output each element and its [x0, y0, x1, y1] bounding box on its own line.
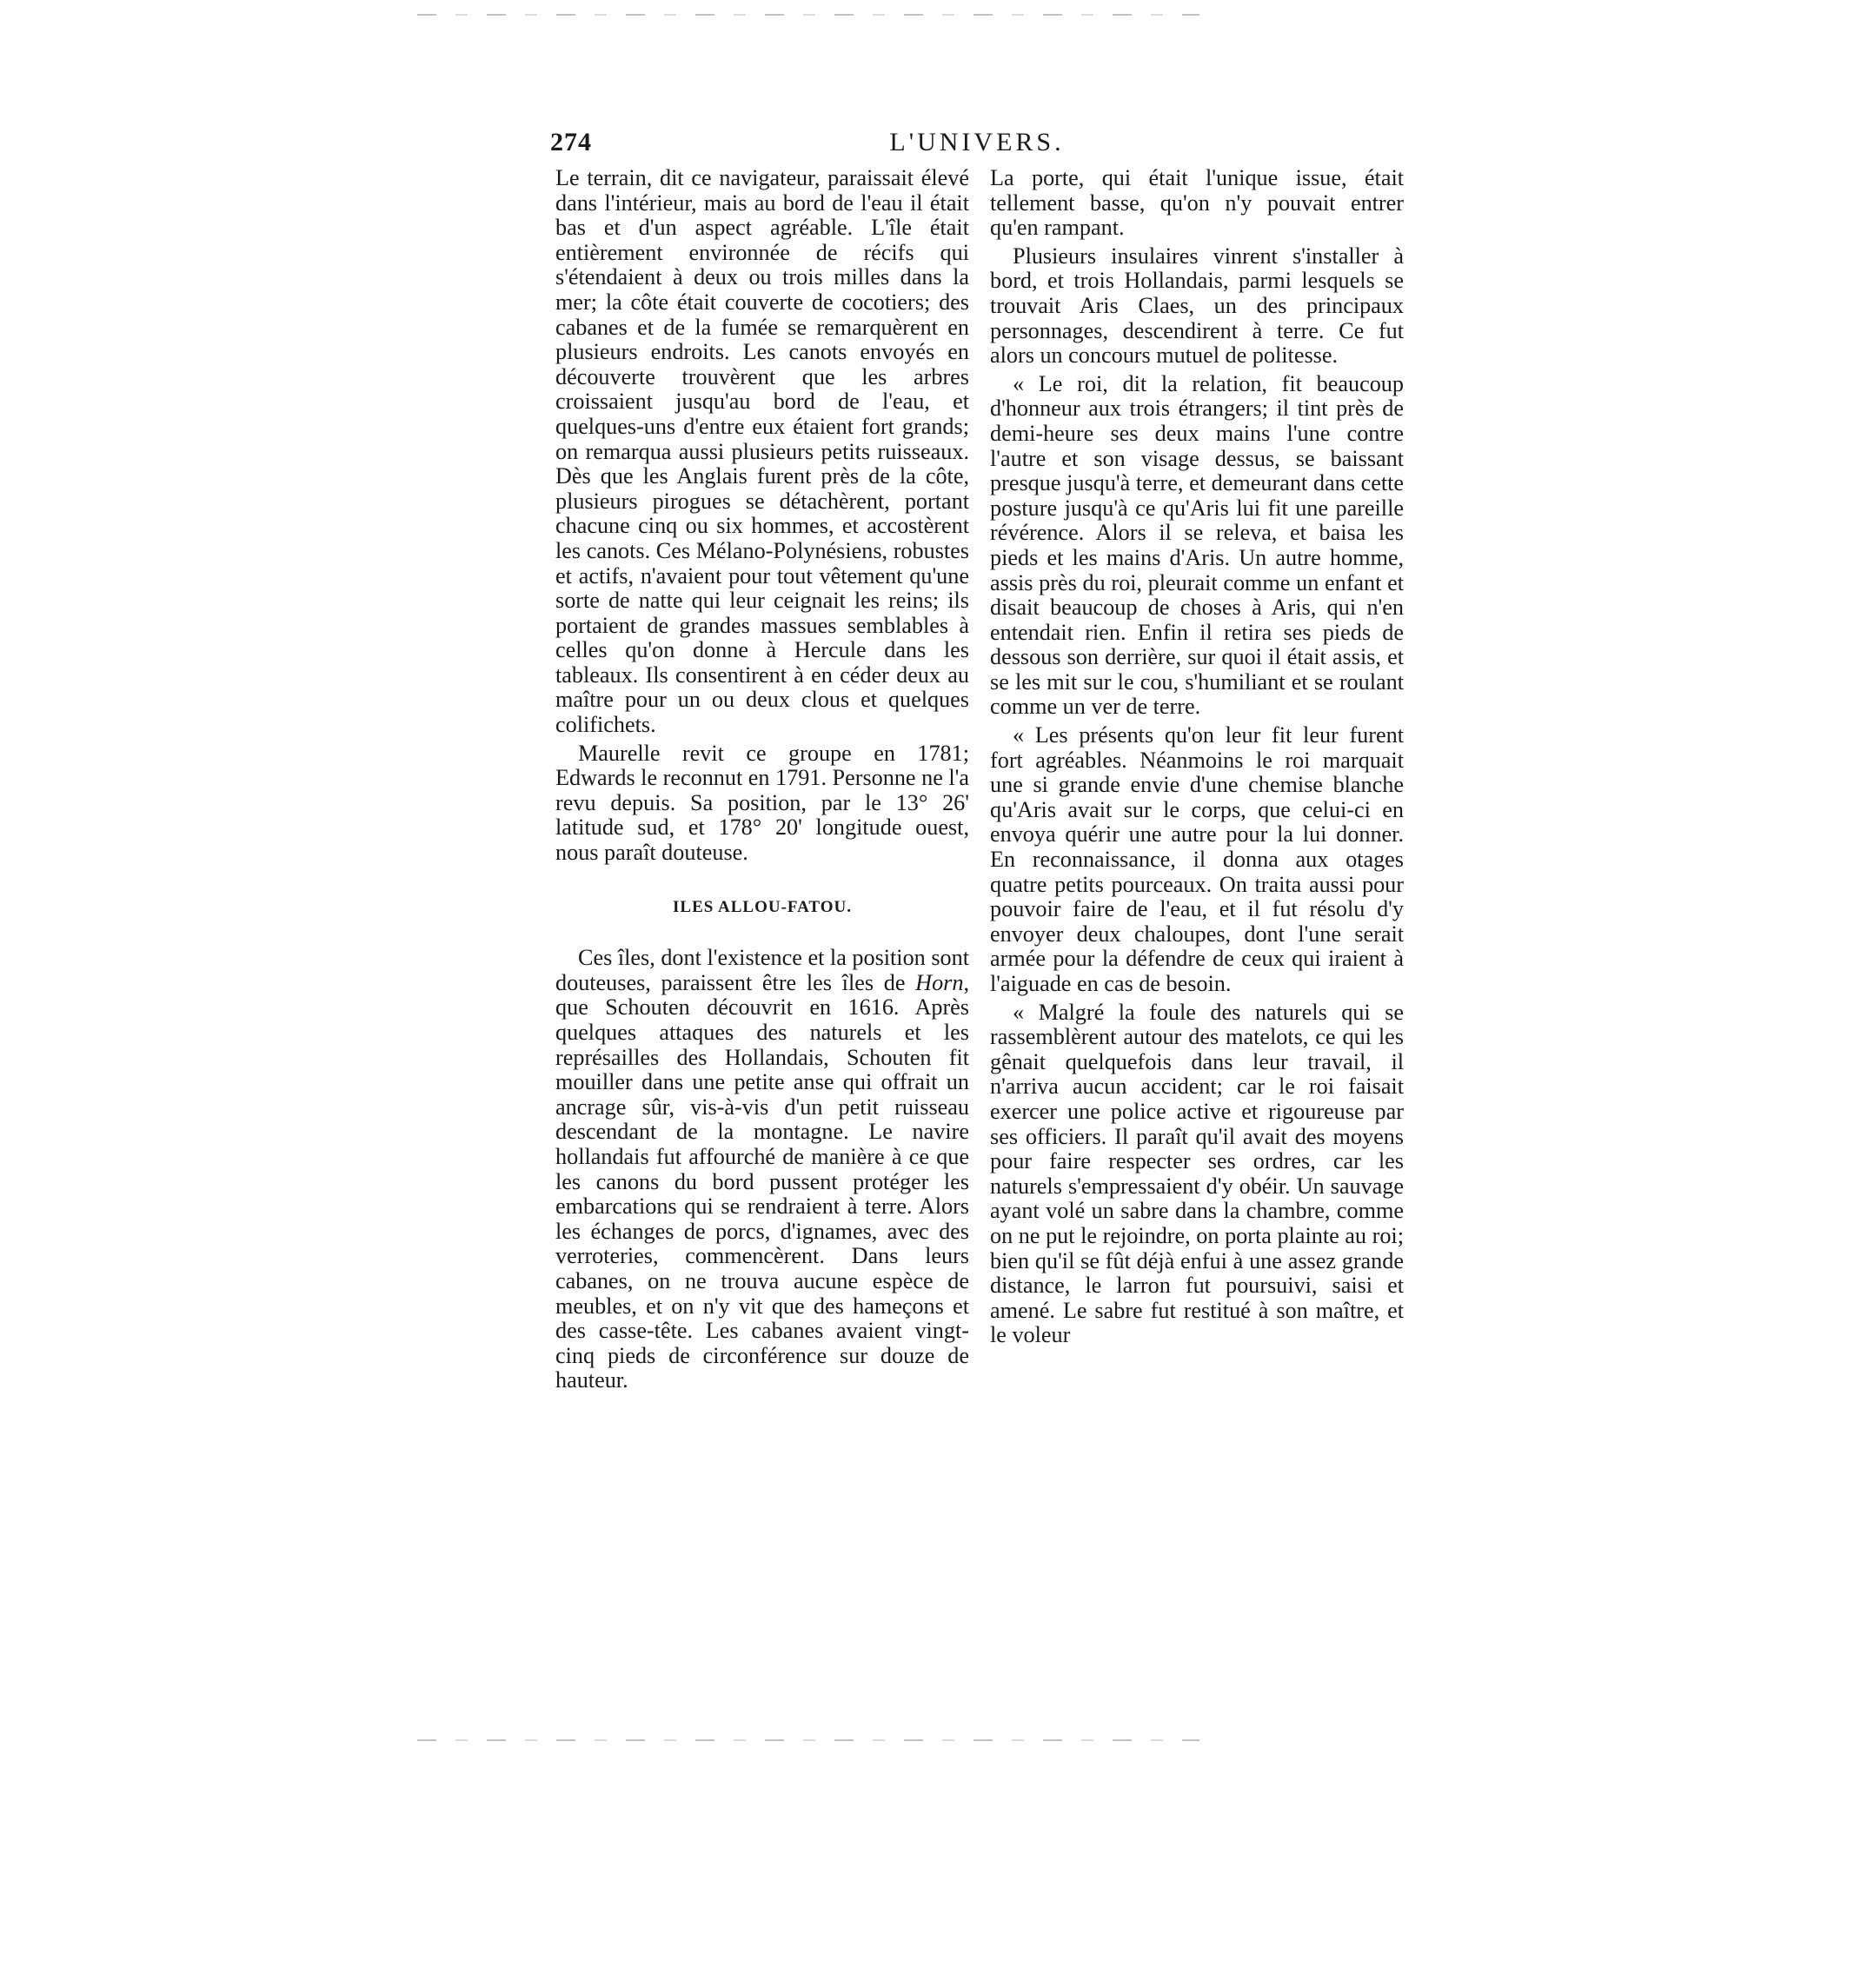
- left-column: [555, 166, 969, 1397]
- italic-place-name: Horn: [915, 969, 964, 995]
- paragraph: La porte, qui était l'unique issue, était tellement basse, qu'on n'y pouvait entrer qu'en rampant.: [990, 165, 1404, 241]
- page-number: 274: [550, 128, 592, 156]
- paragraph: « Le roi, dit la relation, fit beaucoup d'honneur aux trois étrangers; il tint près de demi-heure ses deux mains l'une contre l'autre et son visage dessus, se baissant presque jusqu'à terre, et demeurant dans cette posture jusqu'à ce qu'Aris lui fit une pareille révérence. Alors il se releva, et baisa les pieds et les mains d'Aris. Un autre homme, assis près du roi, pleurait comme un enfant et disait beaucoup de choses à Aris, qui n'en entendait rien. Enfin il retira ses pieds de dessous son derrière, sur quoi il était assis, et se les mit sur le cou, s'humiliant et se roulant comme un ver de terre.: [990, 370, 1404, 720]
- right-column: [990, 166, 1404, 1352]
- paragraph: [555, 946, 969, 1393]
- paragraph: Le terrain, dit ce navigateur, paraissait élevé dans l'intérieur, mais au bord de l'eau il était bas et d'un aspect agréable. L'île était entièrement environnée de récifs qui s'étendaient à deux ou trois milles dans la mer; la côte était couverte de cocotiers; des cabanes et de la fumée se remarquèrent en plusieurs endroits. Les canots envoyés en découverte trouvèrent que les arbres croissaient jusqu'au bord de l'eau, et quelques-uns d'entre eux étaient fort grands; on remarqua aussi plusieurs petits ruisseaux. Dès que les Anglais furent près de la côte, plusieurs pirogues se détachèrent, portant chacune cinq ou six hommes, et accostèrent les canots. Ces Mélano-Polynésiens, robustes et actifs, n'avaient pour tout vêtement qu'une sorte de natte qui leur ceignait les reins; ils portaient de grandes massues semblables à celles qu'on donne à Hercule dans les tableaux. Ils consentirent à en céder deux au maître pour un ou deux clous et quelques colifichets.: [555, 165, 969, 738]
- paragraph: « Les présents qu'on leur fit leur furent fort agréables. Néanmoins le roi marquait une si grande envie d'une chemise blanche qu'Aris avait sur le corps, que celui-ci en envoya quérir une autre pour la lui donner. En reconnaissance, il donna aux otages quatre petits pourceaux. On traita aussi pour pouvoir faire de l'eau, et il fut résolu d'y envoyer deux chaloupes, dont l'une serait armée pour la défendre de ceux qui iraient à l'aiguade en cas de besoin.: [990, 722, 1404, 996]
- paragraph-text: , que Schouten découvrit en 1616. Après quelques attaques des naturels et les représailles des Hollandais, Schouten fit mouiller dans une petite anse qui offrait un ancrage sûr, vis-à-vis d'un petit ruisseau descendant de la montagne. Le navire hollandais fut affourché de manière à ce que les canons du bord pussent protéger les embarcations qui se rendraient à terre. Alors les échanges de porcs, d'ignames, avec des verroteries, commencèrent. Dans leurs cabanes, on ne trouva aucune espèce de meubles, et on n'y vit que des hameçons et des casse-tête. Les cabanes avaient vingt-cinq pieds de circonférence sur douze de hauteur.: [555, 969, 969, 1393]
- paragraph: Plusieurs insulaires vinrent s'installer à bord, et trois Hollandais, parmi lesquels se trouvait Aris Claes, un des principaux personnages, descendirent à terre. Ce fut alors un concours mutuel de politesse.: [990, 243, 1404, 369]
- paragraph-text: Ces îles, dont l'existence et la position sont douteuses, paraissent être les îles de: [555, 945, 969, 995]
- scan-edge-top: [417, 14, 1199, 16]
- scan-edge-bottom: [417, 1739, 1199, 1741]
- paragraph: Maurelle revit ce groupe en 1781; Edwards le reconnut en 1791. Personne ne l'a revu depuis. Sa position, par le 13° 26' latitude sud, et 178° 20' longitude ouest, nous paraît douteuse.: [555, 740, 969, 866]
- paragraph: « Malgré la foule des naturels qui se rassemblèrent autour des matelots, ce qui les gênait quelquefois dans leur travail, il n'arriva aucun accident; car le roi faisait exercer une police active et rigoureuse par ses officiers. Il paraît qu'il avait des moyens pour faire respecter ses ordres, car les naturels s'empressaient d'y obéir. Un sauvage ayant volé un sabre dans la chambre, comme on ne put le rejoindre, on porta plainte au roi; bien qu'il se fût déjà enfui à une assez grande distance, le larron fut poursuivi, saisi et amené. Le sabre fut restitué à son maître, et le voleur: [990, 999, 1404, 1348]
- section-heading: ILES ALLOU-FATOU.: [673, 897, 852, 916]
- running-head: [550, 128, 1404, 163]
- running-title: L'UNIVERS.: [889, 128, 1065, 156]
